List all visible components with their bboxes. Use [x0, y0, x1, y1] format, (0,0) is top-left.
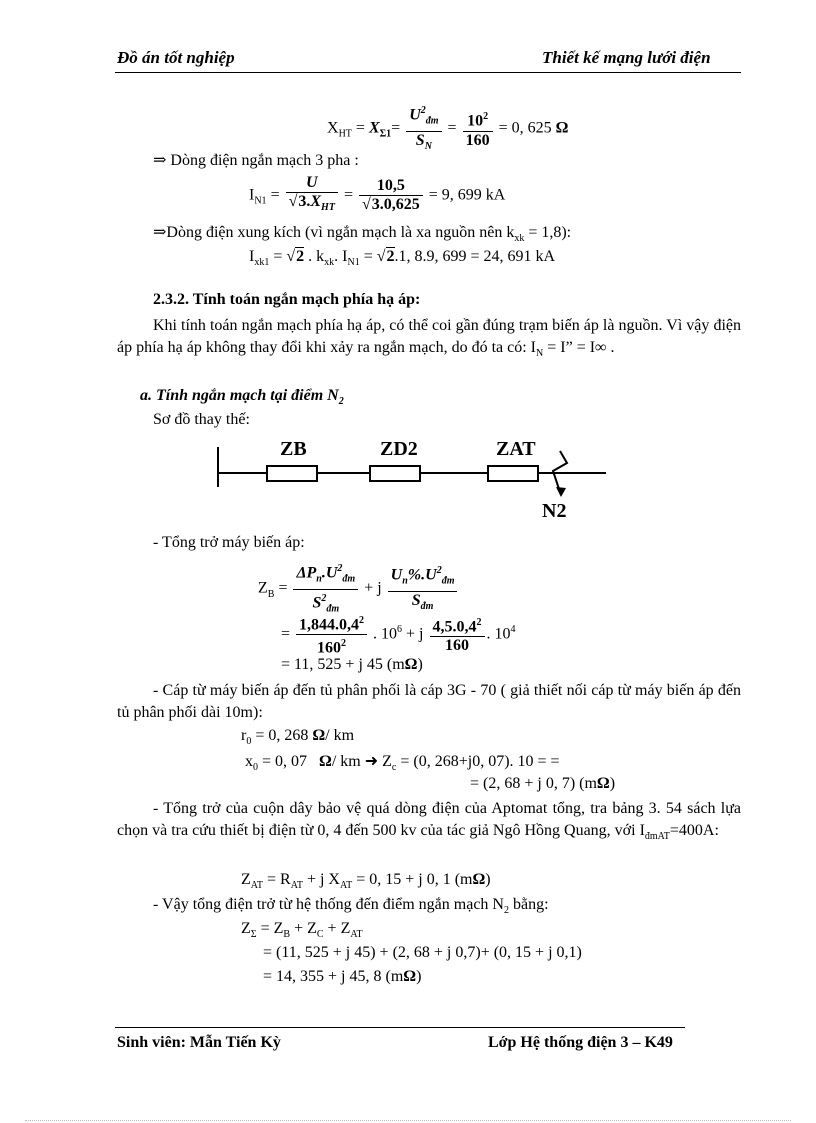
- formula-zc: = (2, 68 + j 0, 7) (mΩ): [470, 775, 616, 792]
- footer-rule: [115, 1027, 685, 1028]
- label-zat: ZAT: [496, 438, 536, 460]
- label-zb: ZB: [280, 438, 307, 460]
- formula-zb-2: = $\frac{1,844.0,4^2}{160^2}$ . $10^6 + j$ $\frac{4,5.0,4^2}{160}$ . $10^4$: [281, 612, 516, 658]
- fault-arrow-head: [556, 487, 566, 497]
- short3-label: ⇒ Dòng điện ngắn mạch 3 pha :: [153, 152, 359, 169]
- tongtro-mba-label: - Tổng trở máy biến áp:: [153, 534, 305, 551]
- footer-left: Sinh viên: Mẫn Tiến Kỳ: [117, 1034, 281, 1051]
- page-bottom-dotted: [25, 1120, 791, 1121]
- formula-zs-2: = (11, 525 + j 45) + (2, 68 + j 0,7)+ (0, 15 + j 0,1): [263, 944, 582, 961]
- total-label: - Vậy tổng điện trở từ hệ thống đến điểm ngắn mạch $N_2$ bằng:: [153, 896, 549, 917]
- label-zd2: ZD2: [380, 438, 418, 460]
- formula-x0: $x_0 = 0$, 07 Ω/ km ➜ $Z_c = (0$, 268+j0, 07). 10 = =: [245, 753, 560, 774]
- formula-zs-3: = 14, 355 + j 45, 8 (mΩ): [263, 968, 422, 985]
- header-right: Thiết kế mạng lưới điện: [542, 48, 711, 67]
- formula-ixk: $I_{xk1} = √2$ . $k_{xk}$. $I_{N1} = √2.1$, 8.9, 699 = 24, 691 kA: [249, 248, 556, 269]
- impedance-zd2: [370, 466, 420, 481]
- para-intro: Khi tính toán ngắn mạch phía hạ áp, có thể coi gần đúng trạm biến áp là nguồn. Vì vậy điện áp phía hạ áp không thay đổi khi xảy ra ngắn mạch, do đó ta có: $I_N = I$” = I∞ .: [117, 317, 741, 360]
- formula-zs-1: $Z_\Sigma = Z_B + Z_C + Z_{AT}$: [241, 920, 363, 941]
- formula-in1: $I_{N1}$ = $\frac{U}{√3.X_{HT}}$ = $\frac{10,5}{√3.0,625}$ = 9, 699 kA: [249, 174, 506, 214]
- header-rule: [115, 72, 741, 73]
- impedance-zat: [488, 466, 538, 481]
- cap-paragraph: - Cáp từ máy biến áp đến tủ phân phối là cáp 3G - 70 ( giả thiết nối cáp từ máy biến áp đến tủ phân phối dài 10m):: [117, 682, 741, 721]
- label-fault-n2: N2: [542, 500, 567, 522]
- sodo-label: Sơ đồ thay thế:: [153, 411, 250, 428]
- impedance-zb: [267, 466, 317, 481]
- formula-zb-3: = 11, 525 + j 45 (mΩ): [281, 656, 423, 673]
- footer-right: Lớp Hệ thống điện 3 – K49: [488, 1034, 673, 1051]
- formula-r0: $r_0 = 0$, 268 Ω/ km: [241, 727, 355, 748]
- formula-zat: $Z_{AT} = R_{AT} + j$ $X_{AT} = 0$, 15 + j 0, 1 (mΩ): [241, 871, 491, 892]
- formula-zb-1: $Z_B$ = $\frac{\Delta P_n.U^2_{đm}}{S^2_{đm}}$ + j $\frac{U_n\%.U^2_{đm}}{S_{đm}}$: [258, 560, 459, 618]
- aptomat-paragraph: - Tổng trở của cuộn dây bảo vệ quá dòng điện của Aptomat tổng, tra bảng 3. 54 sách lựa chọn và tra cứu thiết bị điện từ 0, 4 đến 500 kv của tác giả Ngô Hồng Quang, với $I_{đmAT}=400A$:: [117, 800, 741, 843]
- header-left: Đồ án tốt nghiệp: [117, 48, 235, 67]
- formula-xht: $X_{HT} = X_{\Sigma 1}=$ $\frac{U^2_{đm}}{S_N}$ = $\frac{10^2}{160}$ = 0, 625 Ω: [327, 102, 568, 156]
- section-title: 2.3.2. Tính toán ngắn mạch phía hạ áp:: [153, 291, 421, 308]
- sub-a-title: a. Tính ngắn mạch tại điểm $N_2$: [140, 387, 344, 408]
- xk-label: ⇒Dòng điện xung kích (vì ngắn mạch là xa nguồn nên $k_{xk} = 1,8$):: [153, 224, 572, 245]
